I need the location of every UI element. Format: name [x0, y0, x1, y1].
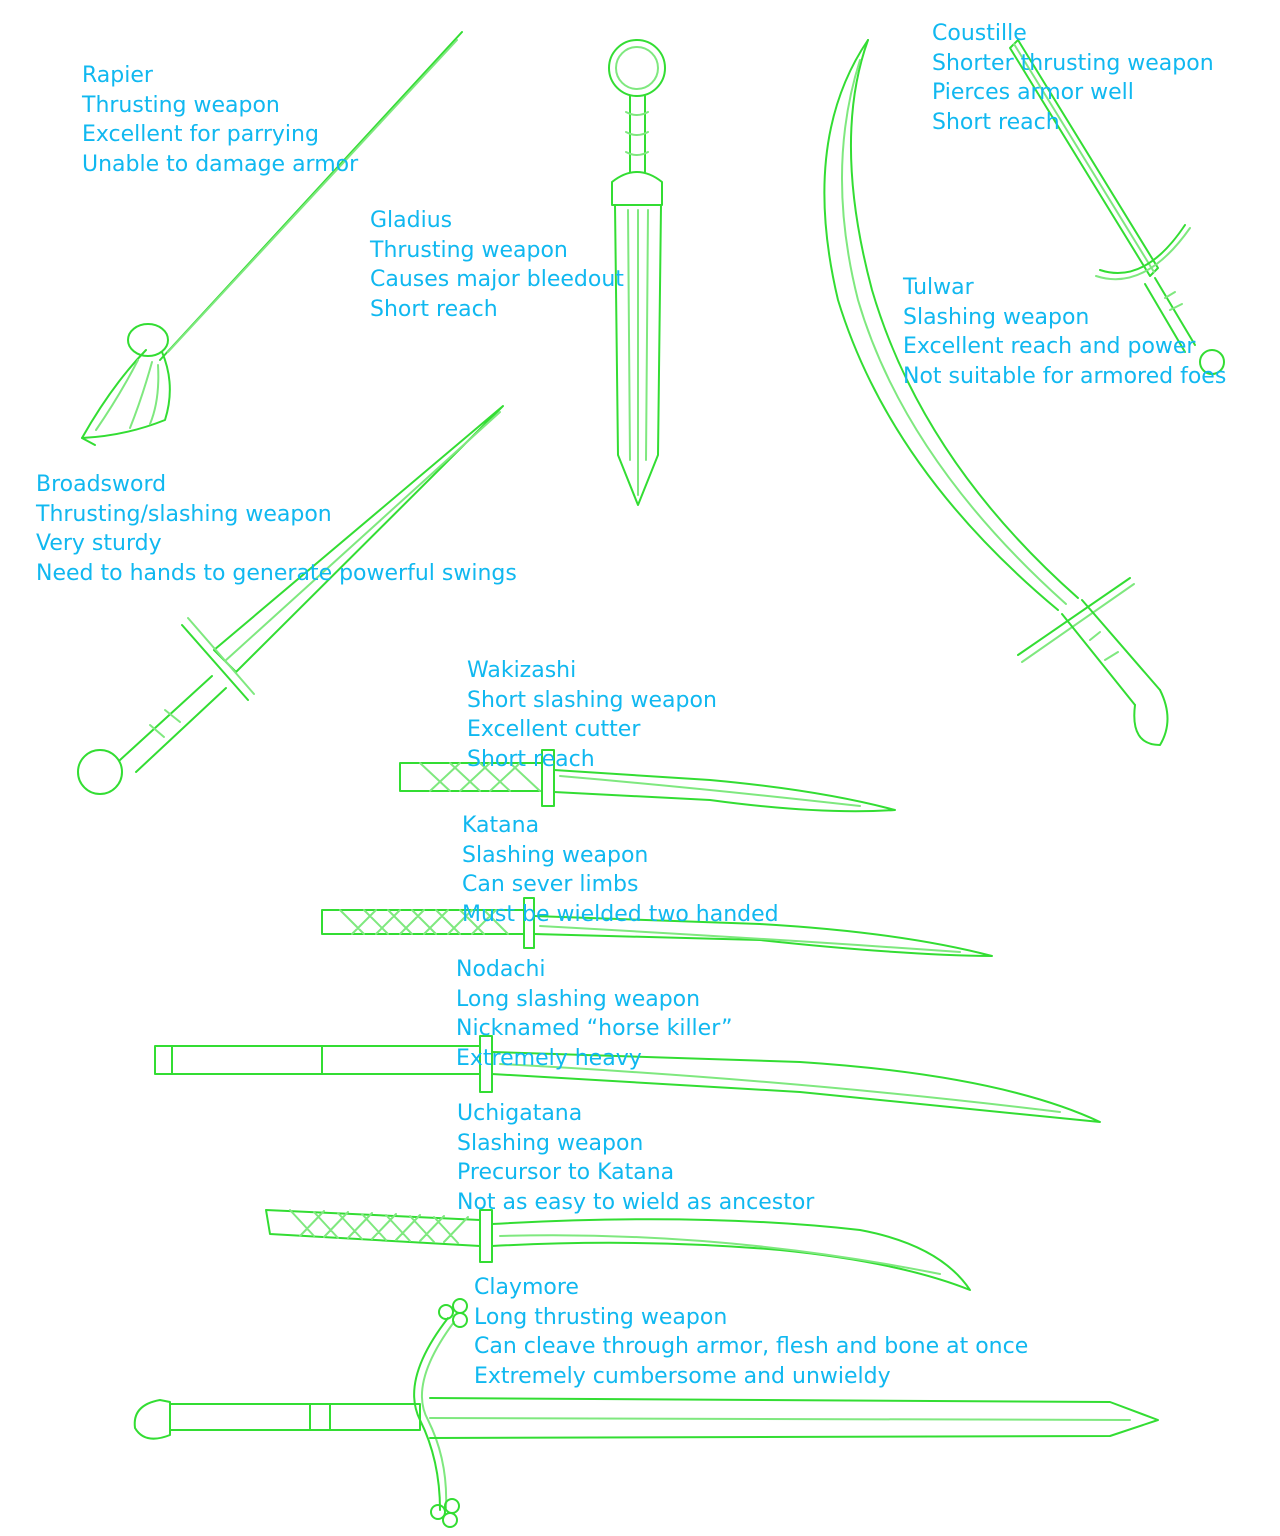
uchigatana-note — [457, 1099, 814, 1217]
uchigatana-line-3: Not as easy to wield as ancestor — [457, 1189, 815, 1215]
claymore-line-1: Long thrusting weapon — [474, 1304, 728, 1330]
wakizashi-name: Wakizashi — [467, 658, 577, 683]
broadsword-sketch — [78, 406, 503, 794]
uchigatana-name: Uchigatana — [457, 1101, 583, 1126]
tulwar-name: Tulwar — [903, 275, 974, 300]
coustille-line-1: Shorter thrusting weapon — [932, 50, 1214, 76]
nodachi-line-1: Long slashing weapon — [456, 986, 701, 1012]
katana-line-1: Slashing weapon — [462, 842, 649, 868]
gladius-name: Gladius — [370, 208, 453, 233]
coustille-line-3: Short reach — [932, 109, 1060, 135]
nodachi-note — [456, 955, 733, 1073]
katana-line-2: Can sever limbs — [462, 872, 639, 897]
tulwar-note — [903, 273, 1226, 391]
gladius-line-3: Short reach — [370, 296, 498, 322]
claymore-line-3: Extremely cumbersome and unwieldy — [474, 1363, 891, 1389]
nodachi-line-2: Nicknamed “horse killer” — [456, 1016, 733, 1041]
claymore-line-2: Can cleave through armor, flesh and bone at once — [474, 1334, 1029, 1359]
gladius-note — [370, 206, 624, 324]
uchigatana-line-2: Precursor to Katana — [457, 1160, 675, 1185]
nodachi-line-3: Extremely heavy — [456, 1045, 642, 1071]
broadsword-line-1: Thrusting/slashing weapon — [36, 501, 332, 527]
katana-line-3: Must be wielded two handed — [462, 901, 779, 927]
nodachi-name: Nodachi — [456, 957, 546, 982]
coustille-line-2: Pierces armor well — [932, 80, 1134, 105]
rapier-line-2: Excellent for parrying — [82, 122, 319, 147]
katana-name: Katana — [462, 813, 540, 838]
wakizashi-line-2: Excellent cutter — [467, 717, 641, 742]
coustille-note — [932, 19, 1214, 137]
tulwar-line-2: Excellent reach and power — [903, 334, 1196, 359]
rapier-line-1: Thrusting weapon — [82, 92, 280, 118]
gladius-line-2: Causes major bleedout — [370, 267, 624, 292]
tulwar-line-1: Slashing weapon — [903, 304, 1090, 330]
uchigatana-line-1: Slashing weapon — [457, 1130, 644, 1156]
tulwar-line-3: Not suitable for armored foes — [903, 363, 1227, 389]
wakizashi-line-1: Short slashing weapon — [467, 687, 717, 713]
broadsword-line-2: Very sturdy — [36, 531, 162, 556]
coustille-name: Coustille — [932, 21, 1027, 46]
broadsword-note — [36, 470, 517, 588]
wakizashi-line-3: Short reach — [467, 746, 595, 772]
rapier-line-3: Unable to damage armor — [82, 151, 359, 177]
broadsword-line-3: Need to hands to generate powerful swings — [36, 560, 517, 586]
rapier-note — [82, 61, 358, 179]
claymore-name: Claymore — [474, 1275, 579, 1300]
katana-note — [462, 811, 779, 929]
tulwar-sketch — [824, 40, 1167, 745]
claymore-note — [474, 1273, 1028, 1391]
rapier-name: Rapier — [82, 63, 153, 88]
gladius-line-1: Thrusting weapon — [370, 237, 568, 263]
broadsword-name: Broadsword — [36, 472, 167, 497]
wakizashi-note — [467, 656, 717, 774]
